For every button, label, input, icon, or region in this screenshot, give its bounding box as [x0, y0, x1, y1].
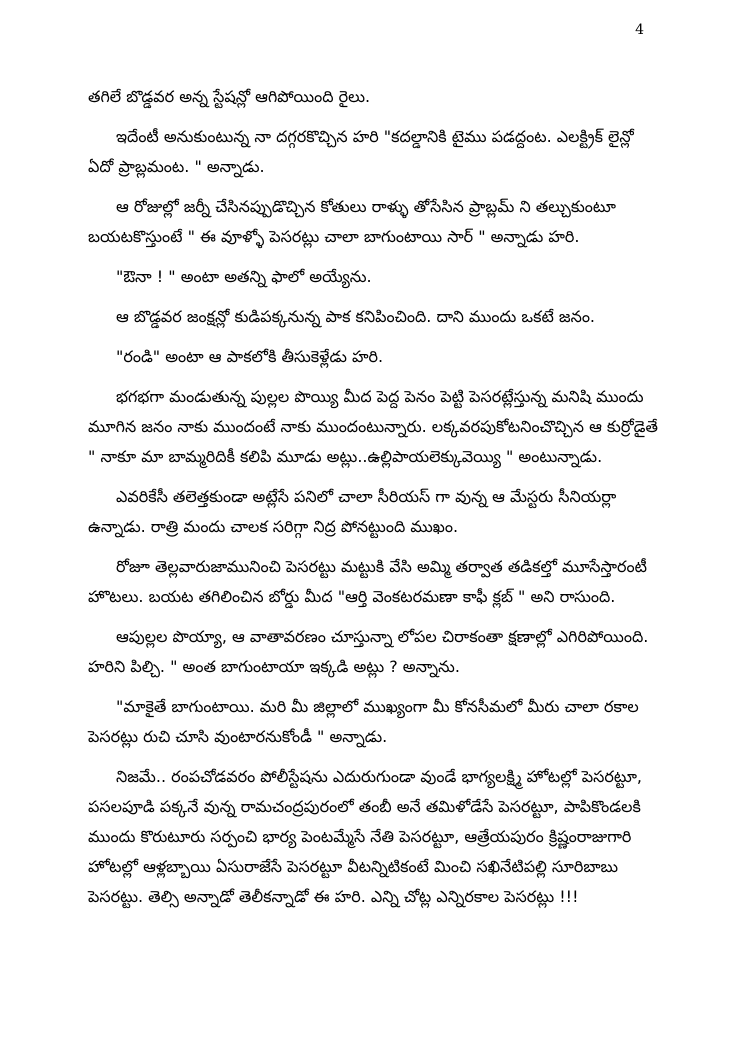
paragraph: ఆపుల్లల పొయ్యా, ఆ వాతావరణం చూస్తున్నా లోపల చిరాకంతా క్షణాల్లో ఎగిరిపోయింది. హరిని పిల్చి. " అంత బాగుంటాయా ఇక్కడి అట్లు ? అన్నాను. — [88, 627, 649, 676]
paragraph: ఇదేంటీ అనుకుంటున్న నా దగ్గరకొచ్చిన హరి "కదల్డానికి టైము పడద్దంట. ఎలక్ట్రిక్ లైన్లో ఏదో ప్రాబ్లమంట. " అన్నాడు. — [88, 127, 634, 176]
paragraph: నిజమే.. రంపచోడవరం పోలీస్టేషను ఎదురుగుండా వుండే భాగ్యలక్ష్మి హోటల్లో పెసరట్టూ, పసలపూడి పక్కనే వున్న రామచంద్రపురంలో తంబీ అనే తమిళోడేసే పెసరట్టూ, పాపికొండలకి ముందు కొరుటూరు సర్పంచి భార్య పెంటమ్మేసే నేతి పెసరట్టూ, ఆత్రేయపురం క్రిష్ణంరాజుగారి హోటల్లో ఆళ్లబ్బాయి ఏసురాజేసే పెసరట్టూ వీటన్నిటికంటే మించి సఖినేటిపల్లి సూరిబాబు పెసరట్టు. తెల్సి అన్నాడో తెలీకన్నాడో ఈ హరి. ఎన్ని చోట్ల ఎన్నిరకాల పెసరట్లు !!! — [88, 767, 642, 906]
paragraph: రోజూ తెల్లవారుజామునించి పెసరట్టు మట్టుకి వేసి అమ్మి తర్వాత తడికల్తో మూసేస్తారంటీ హొటలు. బయట తగిలించిన బోర్డు మీద "ఆర్తి వెంకటరమణా కాఫీ క్లబ్ " అని రాసుంది. — [88, 557, 647, 606]
paragraph: ఆ బొడ్డవర జంక్షన్లో కుడిపక్కనున్న పాక కనిపించింది. దాని ముందు ఒకటే జనం. — [116, 307, 596, 326]
story-text — [88, 82, 658, 922]
page-number: 4 — [635, 22, 644, 38]
paragraph: భగభగా మండుతున్న పుల్లల పొయ్యి మీద పెద్ద పెనం పెట్టి పెసరట్లేస్తున్న మనిషి ముందు మూగిన జనం నాకు ముందంటే నాకు ముందంటున్నారు. లక్కవరపుకోటనించొచ్చిన ఆ కుర్రోడైతే " నాకూ మా బామ్మరిదికీ కలిపి మూడు అట్లు..ఉల్లిపాయలెక్కువెయ్యి " అంటున్నాడు. — [88, 387, 658, 466]
paragraph: తగిలే బొడ్డవర అన్న స్టేషన్లో ఆగిపోయింది రైలు. — [88, 87, 371, 106]
paragraph: "రండి" అంటా ఆ పాకలోకి తీసుకెళ్లేడు హరి. — [116, 347, 384, 366]
paragraph: ఆ రోజుల్లో జర్నీ చేసినప్పుడొచ్చిన కోతులు రాళ్ళు తోసేసిన ప్రాబ్లమ్ ని తల్చుకుంటూ బయటకొస్తుంటే " ఈ వూళ్ళో పెసరట్లు చాలా బాగుంటాయి సార్ " అన్నాడు హరి. — [88, 197, 616, 246]
paragraph: ఎవరికేసీ తలెత్తకుండా అట్లేసే పనిలో చాలా సీరియస్ గా వున్న ఆ మేస్టరు సీనియర్లా ఉన్నాడు. రాత్రి మందు చాలక సరిగ్గా నిద్ర పోనట్టుంది ముఖం. — [88, 487, 617, 536]
paragraph: "మాకైతే బాగుంటాయి. మరి మీ జిల్లాలో ముఖ్యంగా మీ కోనసీమలో మీరు చాలా రకాల పెసరట్లు రుచి చూసి వుంటారనుకోండీ " అన్నాడు. — [88, 697, 639, 746]
paragraph: "ఔనా ! " అంటా అతన్ని ఫాలో అయ్యేను. — [116, 267, 372, 286]
